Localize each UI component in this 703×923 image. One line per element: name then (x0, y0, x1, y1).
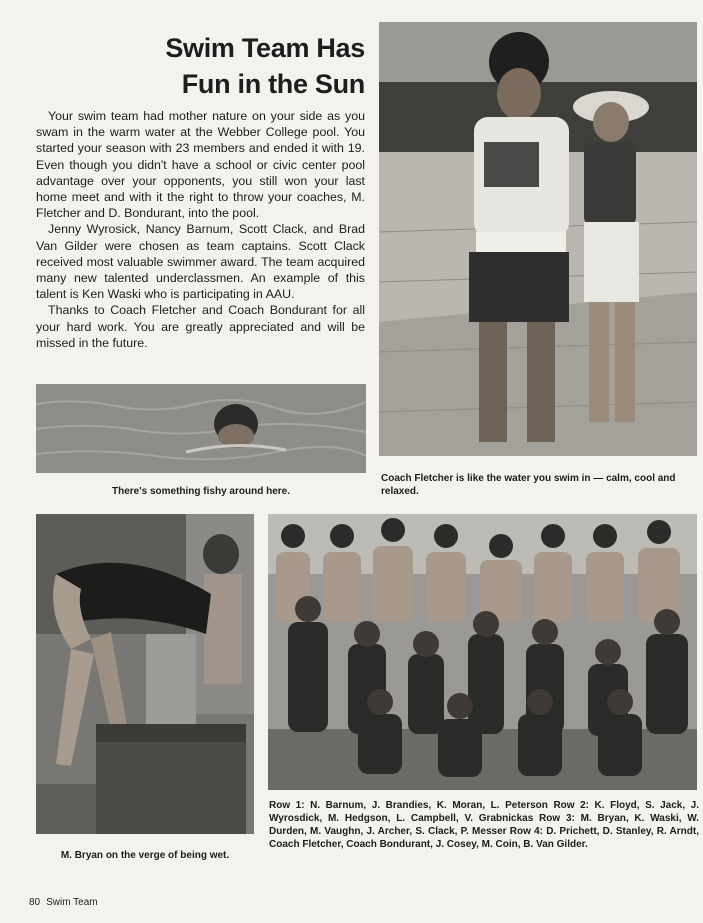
body-paragraph: Jenny Wyrosick, Nancy Barnum, Scott Clack, and Brad Van Gilder were chosen as team captains. Scott Clack received most valuable swimmer award. The team acquired many new talented underclassmen. An example of this talent is Ken Waski who is participating in AAU. (36, 222, 365, 302)
coach-photo (379, 22, 697, 456)
article-body (36, 108, 365, 351)
body-paragraph: Thanks to Coach Fletcher and Coach Bondurant for all your hard work. You are greatly appreciated and will be missed in the future. (36, 303, 365, 350)
page-folio (29, 897, 104, 908)
swimmer-photo (36, 384, 366, 473)
article-title (140, 30, 365, 102)
dive-caption: M. Bryan on the verge of being wet. (60, 850, 230, 861)
body-paragraph: Your swim team had mother nature on your side as you swam in the warm water at the Webber College pool. You started your season with 23 members and ended it with 19. Even though you didn't have a school or civic center pool advantage over your opponents, you still won your last home meet and with it the right to throw your coaches, M. Fletcher and D. Bondurant, into the pool. (36, 109, 365, 221)
title-line-1: Swim Team Has (165, 33, 365, 63)
title-line-2: Fun in the Sun (181, 69, 365, 99)
dive-photo (36, 514, 254, 834)
swimmer-caption: There's something fishy around here. (112, 486, 290, 497)
coach-caption: Coach Fletcher is like the water you swim in — calm, cool and relaxed. (381, 473, 676, 497)
team-caption: Row 1: N. Barnum, J. Brandies, K. Moran, L. Peterson Row 2: K. Floyd, S. Jack, J. Wyrosdick, M. Hedgson, L. Campbell, V. Grabnickas Row 3: M. Bryan, K. Waski, W. Durden, M. Vaughn, J. Archer, S. Clack, P. Messer Row 4: D. Prichett, D. Stanley, R. Arndt, Coach Fletcher, Coach Bondurant, J. Cosey, M. Coin, B. Van Gilder. (269, 800, 699, 850)
team-photo (268, 514, 697, 790)
section-name: Swim Team (46, 897, 98, 908)
page-number: 80 (29, 897, 41, 908)
